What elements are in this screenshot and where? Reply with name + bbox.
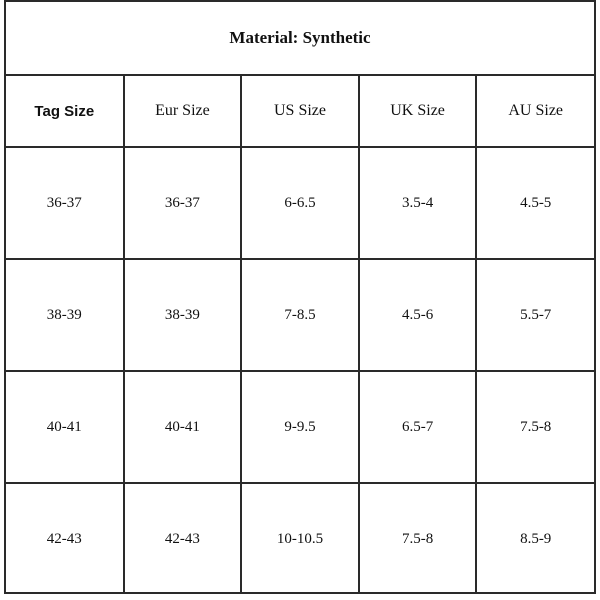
header-tag-size: Tag Size bbox=[6, 75, 124, 147]
cell-au-size: 8.5-9 bbox=[476, 483, 594, 594]
cell-au-size: 4.5-5 bbox=[476, 147, 594, 259]
cell-uk-size: 6.5-7 bbox=[359, 371, 477, 483]
cell-uk-size: 7.5-8 bbox=[359, 483, 477, 594]
cell-tag-size: 36-37 bbox=[6, 147, 124, 259]
cell-us-size: 7-8.5 bbox=[241, 259, 359, 371]
cell-au-size: 7.5-8 bbox=[476, 371, 594, 483]
header-au-size: AU Size bbox=[476, 75, 594, 147]
header-row bbox=[6, 75, 594, 147]
table-row bbox=[6, 483, 594, 594]
cell-tag-size: 40-41 bbox=[6, 371, 124, 483]
cell-us-size: 10-10.5 bbox=[241, 483, 359, 594]
cell-us-size: 9-9.5 bbox=[241, 371, 359, 483]
cell-eur-size: 42-43 bbox=[124, 483, 242, 594]
cell-au-size: 5.5-7 bbox=[476, 259, 594, 371]
cell-uk-size: 4.5-6 bbox=[359, 259, 477, 371]
header-eur-size: Eur Size bbox=[124, 75, 242, 147]
table-row bbox=[6, 147, 594, 259]
cell-uk-size: 3.5-4 bbox=[359, 147, 477, 259]
cell-eur-size: 38-39 bbox=[124, 259, 242, 371]
cell-us-size: 6-6.5 bbox=[241, 147, 359, 259]
table-row bbox=[6, 259, 594, 371]
table-title: Material: Synthetic bbox=[6, 2, 594, 75]
size-chart bbox=[4, 0, 596, 594]
cell-tag-size: 42-43 bbox=[6, 483, 124, 594]
table-row bbox=[6, 371, 594, 483]
size-table bbox=[6, 2, 594, 594]
header-us-size: US Size bbox=[241, 75, 359, 147]
cell-tag-size: 38-39 bbox=[6, 259, 124, 371]
title-row bbox=[6, 2, 594, 75]
cell-eur-size: 36-37 bbox=[124, 147, 242, 259]
cell-eur-size: 40-41 bbox=[124, 371, 242, 483]
header-uk-size: UK Size bbox=[359, 75, 477, 147]
